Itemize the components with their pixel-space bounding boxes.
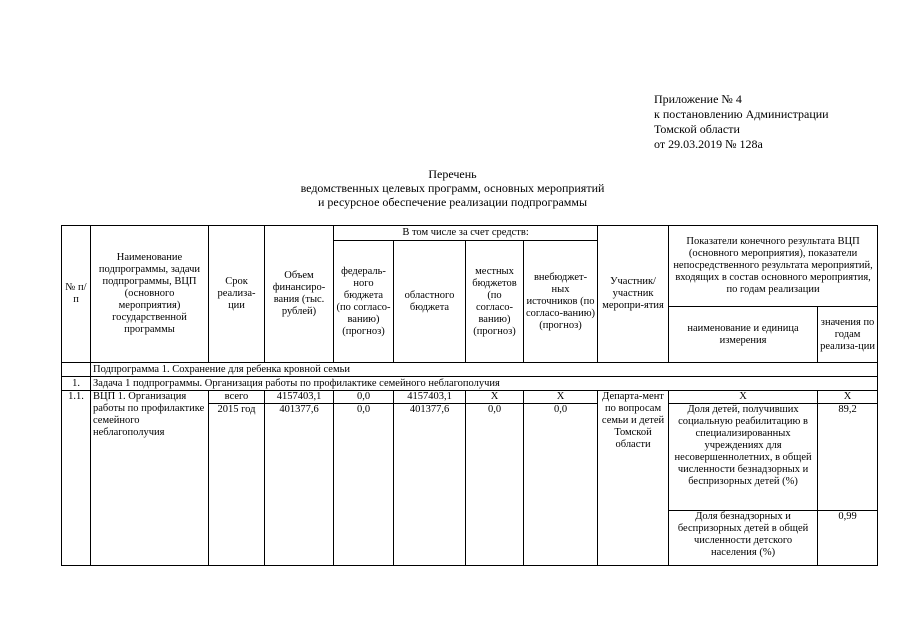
- header-name: Наименование подпрограммы, задачи подпрограммы, ВЦП (основного мероприятия) государственной программы: [91, 226, 209, 363]
- item-participant: Департа-мент по вопросам семьи и детей Томской области: [598, 391, 669, 566]
- item-term: всего: [209, 391, 265, 404]
- document-title: [0, 167, 905, 209]
- indicator-value: Х: [818, 391, 878, 404]
- item-federal: 0,0: [334, 391, 394, 404]
- header-indicator-name: наименование и единица измерения: [669, 307, 818, 363]
- title-line: Перечень: [428, 167, 477, 181]
- subprogram-row: [62, 363, 878, 377]
- header-participant: Участник/ участник меропри-ятия: [598, 226, 669, 363]
- annex-line: от 29.03.2019 № 128а: [654, 137, 763, 151]
- header-offbudget: внебюджет-ных источников (по согласо-ванию) (прогноз): [524, 241, 598, 363]
- header-regional: областного бюджета: [394, 241, 466, 363]
- task-title: Задача 1 подпрограммы. Организация работы по профилактике семейного неблагополучия: [91, 377, 878, 391]
- title-line: и ресурсное обеспечение реализации подпрограммы: [317, 195, 588, 209]
- task-row: [62, 377, 878, 391]
- annex-line: к постановлению Администрации: [654, 107, 829, 121]
- item-local: Х: [466, 391, 524, 404]
- item-num: 1.1.: [62, 391, 91, 566]
- header-num: № п/п: [62, 226, 91, 363]
- indicator-value: 0,99: [818, 511, 878, 566]
- item-name: ВЦП 1. Организация работы по профилактике семейного неблагополучия: [91, 391, 209, 566]
- header-sources: В том числе за счет средств:: [334, 226, 598, 241]
- item-volume: 401377,6: [265, 404, 334, 566]
- header-indicators: Показатели конечного результата ВЦП (основного мероприятия), показатели непосредственного результата мероприятий, входящих в состав основного мероприятия, по годам реализации: [669, 226, 878, 307]
- indicator-name: Доля детей, получивших социальную реабилитацию в специализированных учреждениях для несовершеннолетних, в общей численности безнадзорных и беспризорных детей (%): [669, 404, 818, 511]
- header-indicator-value: значения по годам реализа-ции: [818, 307, 878, 363]
- indicator-value: 89,2: [818, 404, 878, 511]
- indicator-name: Х: [669, 391, 818, 404]
- annex-block: [654, 92, 829, 152]
- item-federal: 0,0: [334, 404, 394, 566]
- item-volume: 4157403,1: [265, 391, 334, 404]
- item-offbudget: Х: [524, 391, 598, 404]
- programs-table: [61, 225, 878, 566]
- header-row: [62, 226, 878, 241]
- item-row: [62, 391, 878, 404]
- header-term: Срок реализа-ции: [209, 226, 265, 363]
- title-line: ведомственных целевых программ, основных мероприятий: [300, 181, 605, 195]
- indicator-name: Доля безнадзорных и беспризорных детей в общей численности детского населения (%): [669, 511, 818, 566]
- annex-line: Томской области: [654, 122, 740, 136]
- item-term: 2015 год: [209, 404, 265, 566]
- item-regional: 401377,6: [394, 404, 466, 566]
- annex-line: Приложение № 4: [654, 92, 742, 106]
- subprogram-title: Подпрограмма 1. Сохранение для ребенка кровной семьи: [91, 363, 878, 377]
- item-regional: 4157403,1: [394, 391, 466, 404]
- subprogram-num-cell: [62, 363, 91, 377]
- item-offbudget: 0,0: [524, 404, 598, 566]
- task-num: 1.: [62, 377, 91, 391]
- header-volume: Объем финансиро-вания (тыс. рублей): [265, 226, 334, 363]
- item-local: 0,0: [466, 404, 524, 566]
- header-local: местных бюджетов (по согласо-ванию) (прогноз): [466, 241, 524, 363]
- header-federal: федераль-ного бюджета (по согласо-ванию) (прогноз): [334, 241, 394, 363]
